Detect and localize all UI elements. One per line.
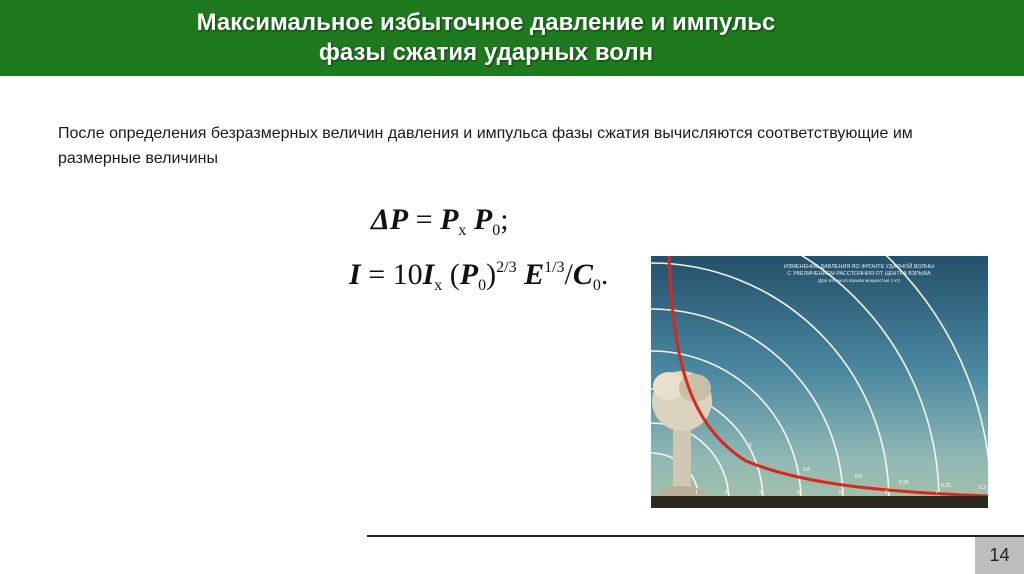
slide-header [0, 0, 1024, 76]
formula2-open: ( [449, 258, 460, 291]
formula1-sub-x: x [458, 222, 467, 239]
formula1-sub-0: 0 [492, 222, 501, 239]
formula2-exp-2: 1/3 [544, 259, 565, 276]
ground [651, 496, 988, 508]
caption-line-2: С УВЕЛИЧЕНИЕМ РАССТОЯНИЯ ОТ ЦЕНТРА ВЗРЫВА [787, 271, 931, 277]
ring-label-1: 1 [695, 490, 698, 496]
formula2-e: E [524, 258, 545, 291]
footer-divider [367, 535, 1024, 537]
formula2-exp-1: 2/3 [496, 259, 517, 276]
curve-label-4: 0.35 [899, 480, 909, 486]
formula-pressure [371, 203, 509, 240]
curve-label-5: 0.25 [941, 483, 951, 489]
formula2-sub-0: 0 [478, 277, 487, 294]
slide-title-line-1: Максимальное избыточное давление и импульс [196, 9, 776, 36]
caption-line-1: ИЗМЕНЕНИЕ ДАВЛЕНИЯ ВО ФРОНТЕ УДАРНОЙ ВОЛНЫ [783, 264, 935, 270]
ring-label-5: 5 [839, 490, 842, 496]
body-paragraph: После определения безразмерных величин давления и импульса фазы сжатия вычисляются соответствующие им размерные величины [58, 125, 913, 167]
formula1-end: ; [500, 203, 509, 236]
curve-label-2: 0.8 [803, 467, 810, 473]
formula1-lhs: ΔP [371, 203, 409, 236]
formula2-eq: = 10 [360, 258, 423, 291]
formula1-eq: = [408, 203, 441, 236]
formula2-sub-x: x [434, 277, 443, 294]
ring-label-7: 7 [935, 490, 938, 496]
formula2-close: ) [486, 258, 497, 291]
ring-label-6: 6 [885, 490, 888, 496]
formula-impulse [349, 258, 608, 295]
shockwave-illustration-svg [651, 256, 988, 508]
caption-line-3: (Для атомного взрыва мощностью 1 кт) [817, 278, 901, 283]
formula2-ix: I [422, 258, 435, 291]
page-number: 14 [975, 537, 1024, 574]
ring-label-4: 4 [797, 490, 800, 496]
shockwave-illustration [651, 256, 988, 508]
formula2-sub-c0: 0 [592, 277, 601, 294]
formula2-i: I [349, 258, 361, 291]
formula2-slash: / [564, 258, 573, 291]
formula1-p: P [440, 203, 459, 236]
ring-label-2: 2 [725, 490, 728, 496]
curve-label-1: 2 [749, 443, 752, 449]
formula2-end: . [600, 258, 609, 291]
ring-label-3: 3 [759, 490, 762, 496]
formula2-c: C [572, 258, 593, 291]
slide-title-line-2: фазы сжатия ударных волн [318, 39, 654, 66]
curve-label-6: 0.2 [979, 485, 986, 491]
curve-label-3: 0.5 [855, 474, 862, 480]
formula2-p0: P [459, 258, 479, 291]
formula1-p0: P [473, 203, 493, 236]
